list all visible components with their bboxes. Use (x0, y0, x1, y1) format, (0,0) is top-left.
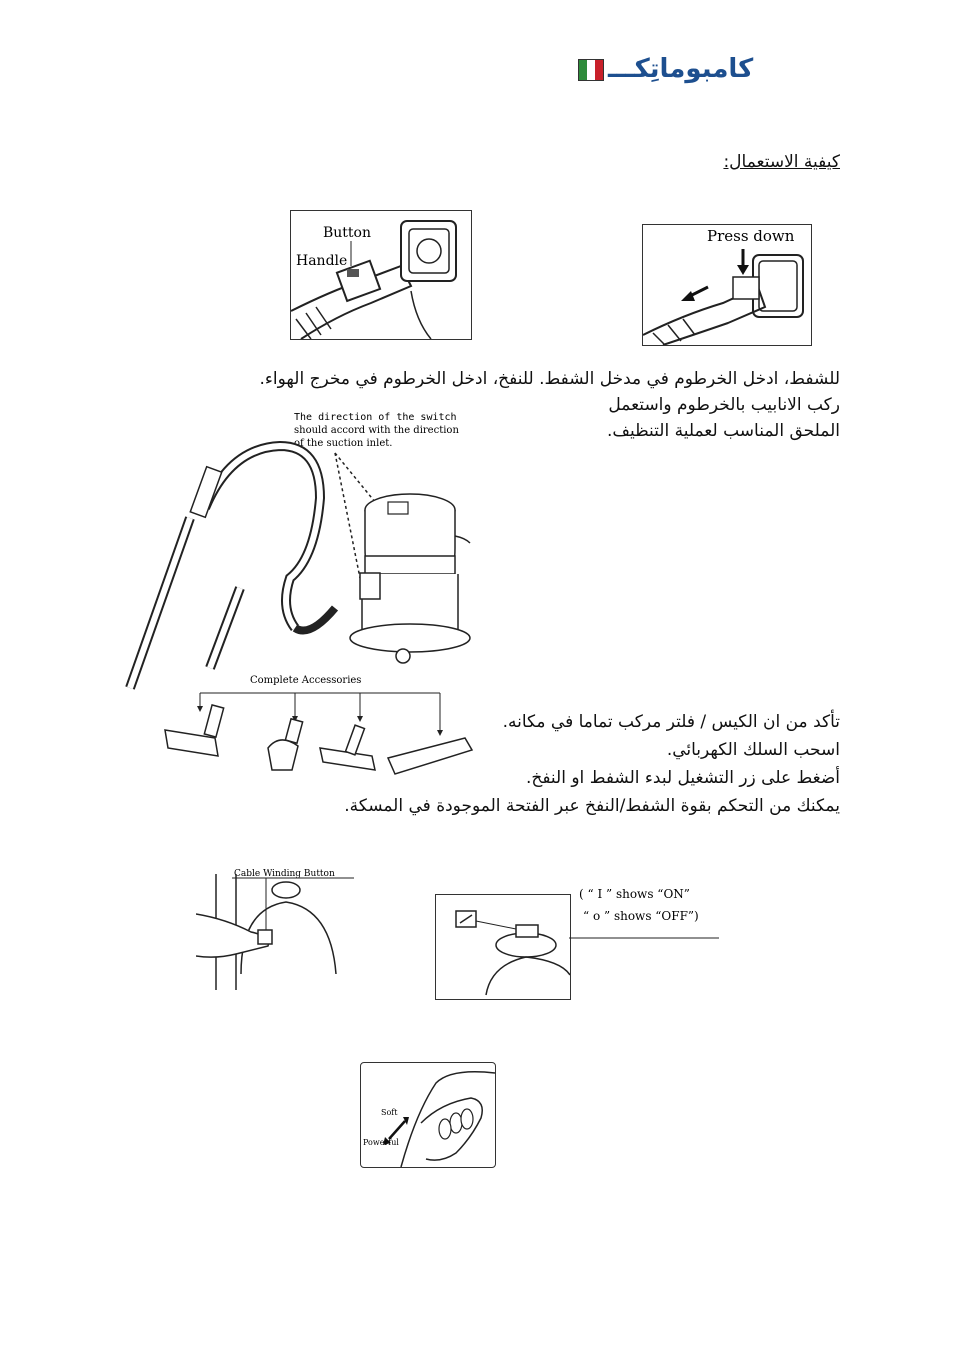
switch-note-line: should accord with the direction (294, 425, 459, 436)
power-slider-illustration (361, 1063, 495, 1167)
switch-frame (435, 894, 571, 1000)
label-cable-winding: Cable Winding Button (234, 869, 335, 879)
switch-legend (569, 884, 735, 944)
instruction-line: يمكنك من التحكم بقوة الشفط/النفخ عبر الفتحة الموجودة في المسكة. (344, 796, 840, 816)
label-button: Button (323, 225, 372, 241)
on-legend: ( “ I ” shows “ON” (579, 887, 690, 901)
label-powerful: Powerful (363, 1138, 399, 1147)
instruction-line: ركب الانابيب بالخرطوم واستعمل (608, 395, 840, 415)
instruction-line: الملحق المناسب لعملية التنظيف. (606, 421, 840, 441)
figure-power-slider (360, 1062, 496, 1168)
switch-note-line: The direction of the switch (294, 412, 457, 423)
figure-press-down (642, 224, 812, 346)
flag-icon (578, 59, 604, 81)
accessories-label: Complete Accessories (250, 675, 362, 686)
label-soft: Soft (381, 1108, 398, 1117)
switch-note-line: of the suction inlet. (294, 438, 393, 449)
label-press-down: Press down (707, 227, 795, 245)
figure-power-switch (435, 884, 735, 1002)
figure-cable-winding (196, 864, 358, 990)
instruction-line: تأكد من ان الكيس / فلتر مركب تماما في مكانه. (502, 712, 840, 732)
instruction-line: أضغط على زر التشغيل لبدء الشفط او النفخ. (525, 768, 840, 788)
hose-handle-illustration (291, 211, 471, 339)
brand-logo (578, 56, 868, 86)
page-title: كيفية الاستعمال: (723, 152, 840, 172)
label-handle: Handle (296, 253, 348, 269)
instructions-operation (280, 708, 840, 820)
instruction-line: اسحب السلك الكهربائي. (666, 740, 840, 760)
cable-winding-illustration (196, 864, 358, 990)
off-legend: “ o ” shows “OFF”) (583, 909, 699, 923)
press-down-illustration (643, 225, 811, 345)
switch-illustration (436, 895, 570, 999)
figure-hose-handle (290, 210, 472, 340)
logo-text: كامبوماتِكـــ (608, 54, 754, 84)
instruction-line: للشفط، ادخل الخرطوم في مدخل الشفط. للنفخ، ادخل الخرطوم في مخرج الهواء. (259, 369, 840, 389)
